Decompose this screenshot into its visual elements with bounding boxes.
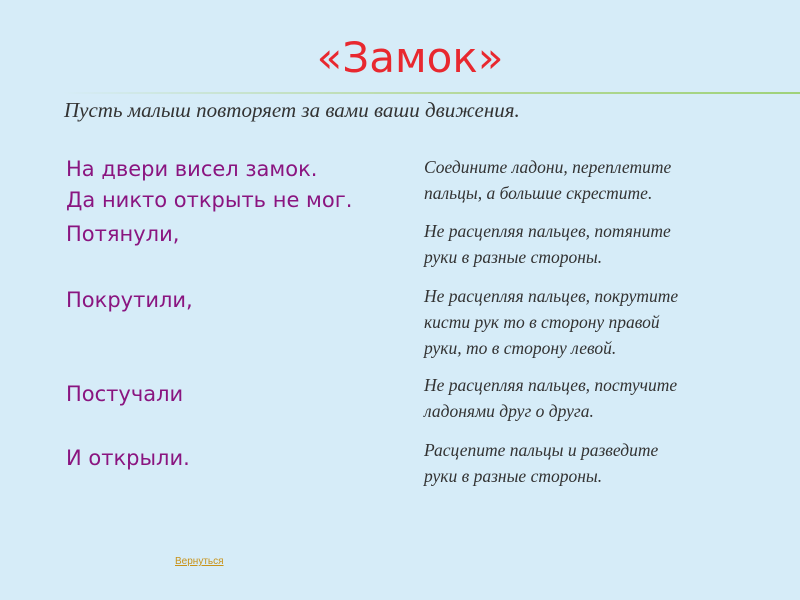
verse-line: И открыли. — [66, 446, 190, 470]
instruction-line: Расцепите пальцы и разведите — [424, 440, 659, 460]
verse-line: На двери висел замок. — [66, 157, 318, 181]
instruction-line: руки в разные стороны. — [424, 466, 603, 486]
instruction-line: Соедините ладони, переплетите — [424, 157, 672, 177]
back-link[interactable]: Вернуться — [175, 556, 224, 567]
slide-subtitle: Пусть малыш повторяет за вами ваши движения. — [64, 98, 520, 122]
instruction-block — [424, 437, 784, 489]
instruction-line: руки в разные стороны. — [424, 247, 603, 267]
instruction-block — [424, 283, 784, 361]
instruction-block — [424, 154, 784, 206]
instruction-line: ладонями друг о друга. — [424, 401, 594, 421]
verse-line: Да никто открыть не мог. — [66, 188, 353, 212]
verse-line: Постучали — [66, 382, 184, 406]
instruction-line: Не расцепляя пальцев, постучите — [424, 375, 678, 395]
verse-line: Потянули, — [66, 222, 180, 246]
instruction-line: руки, то в сторону левой. — [424, 338, 617, 358]
instruction-line: Не расцепляя пальцев, покрутите — [424, 286, 679, 306]
title-divider — [62, 92, 800, 94]
slide-title: «Замок» — [316, 33, 504, 82]
verse-line: Покрутили, — [66, 288, 193, 312]
instruction-block — [424, 218, 784, 270]
instruction-line: кисти рук то в сторону правой — [424, 312, 660, 332]
instruction-block — [424, 372, 784, 424]
instruction-line: пальцы, а большие скрестите. — [424, 183, 653, 203]
instruction-line: Не расцепляя пальцев, потяните — [424, 221, 671, 241]
